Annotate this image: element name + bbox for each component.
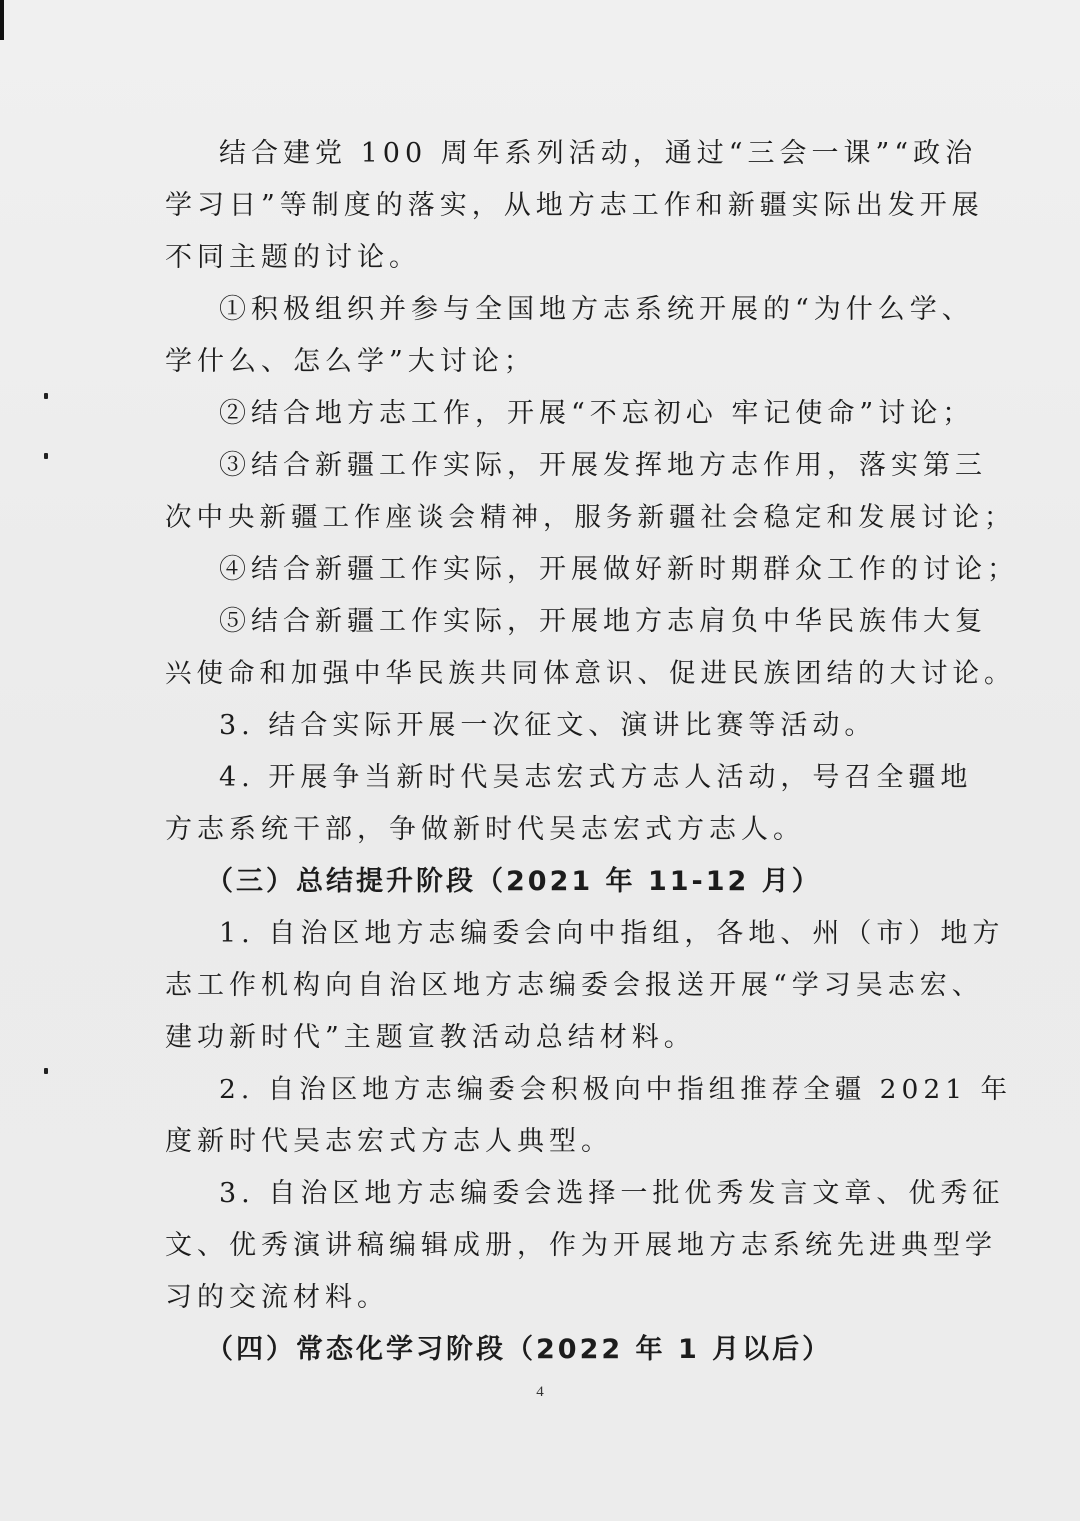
paragraph-line: 4. 开展争当新时代吴志宏式方志人活动，号召全疆地 (219, 762, 973, 793)
paragraph-line: ③结合新疆工作实际，开展发挥地方志作用，落实第三 (219, 450, 987, 481)
paragraph-line: 学习日”等制度的落实，从地方志工作和新疆实际出发开展 (165, 190, 984, 221)
paragraph-line: 方志系统干部，争做新时代吴志宏式方志人。 (165, 814, 805, 845)
paragraph-line: 度新时代吴志宏式方志人典型。 (165, 1126, 613, 1157)
paragraph-line: 3. 自治区地方志编委会选择一批优秀发言文章、优秀征 (219, 1178, 1005, 1209)
paragraph-line: 结合建党 100 周年系列活动，通过“三会一课”“政治 (219, 138, 978, 169)
paragraph-line: 文、优秀演讲稿编辑成册，作为开展地方志系统先进典型学 (165, 1230, 997, 1261)
paragraph-line: 志工作机构向自治区地方志编委会报送开展“学习吴志宏、 (165, 970, 984, 1001)
page-number: 4 (536, 1384, 544, 1400)
section-heading: （四）常态化学习阶段（2022 年 1 月以后） (206, 1334, 833, 1365)
paragraph-line: 学什么、怎么学”大讨论； (165, 346, 536, 377)
paragraph-line: 兴使命和加强中华民族共同体意识、促进民族团结的大讨论。 (165, 658, 1016, 689)
paragraph-line: ④结合新疆工作实际，开展做好新时期群众工作的讨论； (219, 554, 1019, 585)
paragraph-line: 次中央新疆工作座谈会精神，服务新疆社会稳定和发展讨论； (165, 502, 1016, 533)
paragraph-line: 3. 结合实际开展一次征文、演讲比赛等活动。 (219, 710, 877, 741)
scan-speck (44, 1068, 48, 1074)
paragraph-line: ②结合地方志工作，开展“不忘初心 牢记使命”讨论； (219, 398, 975, 429)
paragraph-line: 2. 自治区地方志编委会积极向中指组推荐全疆 2021 年 (219, 1074, 1012, 1105)
paragraph-line: ⑤结合新疆工作实际，开展地方志肩负中华民族伟大复 (219, 606, 987, 637)
paragraph-line: 习的交流材料。 (165, 1282, 389, 1313)
paragraph-line: 1. 自治区地方志编委会向中指组，各地、州（市）地方 (219, 918, 1005, 949)
scan-speck (44, 393, 48, 399)
scan-edge-mark (0, 0, 4, 40)
section-heading: （三）总结提升阶段（2021 年 11-12 月） (206, 866, 822, 897)
paragraph-line: 不同主题的讨论。 (165, 242, 421, 273)
paragraph-line: 建功新时代”主题宣教活动总结材料。 (165, 1022, 696, 1053)
paragraph-line: ①积极组织并参与全国地方志系统开展的“为什么学、 (219, 294, 974, 325)
scan-speck (44, 453, 48, 459)
